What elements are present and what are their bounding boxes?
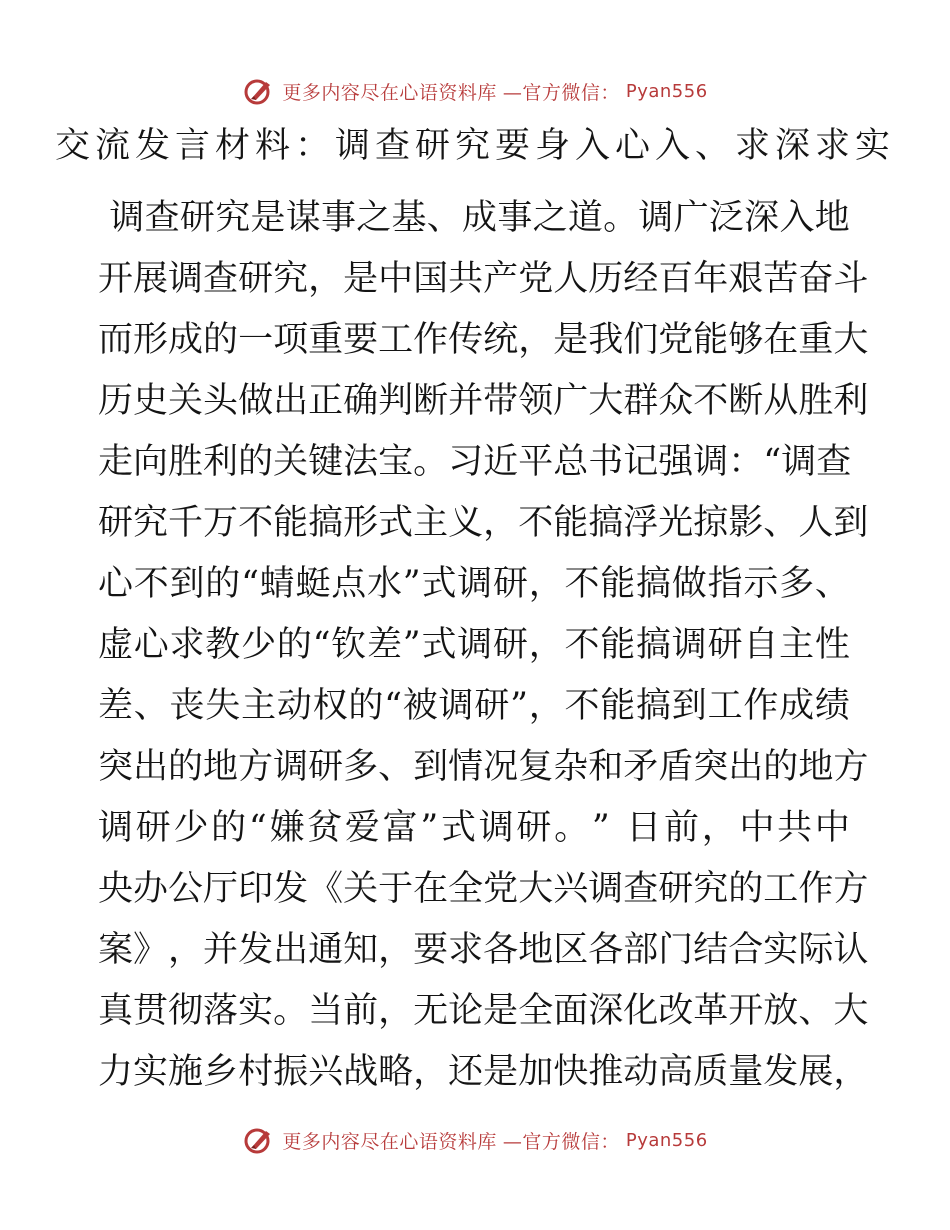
body-line: 差 、 丧 失 主 动 权 的 “ 被 调 研 ” ， 不 能 搞 到 工 作 成 绩 — [98, 686, 850, 726]
body-line: 案 》 ， 并 发 出 通 知 ， 要 求 各 地 区 各 部 门 结 合 实 际 认 — [98, 930, 869, 970]
header-watermark — [0, 76, 950, 106]
watermark-slogan: 更多内容尽在心语资料库 — [282, 1130, 497, 1153]
watermark-separator: —官方微信： — [502, 81, 620, 104]
body-line: 突 出 的 地 方 调 研 多 、 到 情 况 复 杂 和 矛 盾 突 出 的 地 方 — [98, 747, 869, 787]
body-line: 力 实 施 乡 村 振 兴 战 略 ， 还 是 加 快 推 动 高 质 量 发 展 ， — [98, 1052, 869, 1092]
footer-watermark — [0, 1125, 950, 1155]
body-line: 研 究 千 万 不 能 搞 形 式 主 义 ， 不 能 搞 浮 光 掠 影 、 人 到 — [98, 503, 869, 543]
watermark-separator: —官方微信： — [502, 1130, 620, 1153]
body-line: 历 史 关 头 做 出 正 确 判 断 并 带 领 广 大 群 众 不 断 从 胜 利 — [98, 381, 869, 421]
watermark-slogan: 更多内容尽在心语资料库 — [282, 81, 497, 104]
body-line: 调 查 研 究 是 谋 事 之 基 、 成 事 之 道 。 调 广 泛 深 入 地 — [109, 198, 850, 238]
body-line: 虚 心 求 教 少 的 “ 钦 差 ” 式 调 研 ， 不 能 搞 调 研 自 主 性 — [98, 625, 850, 665]
body-line: 开 展 调 查 研 究 ， 是 中 国 共 产 党 人 历 经 百 年 艰 苦 奋 斗 — [98, 259, 869, 299]
pen-nib-logo-icon — [242, 76, 276, 106]
body-line: 调 研 少 的 “ 嫌 贫 爱 富 ” 式 调 研 。 ” 日 前 ， 中 共 中 — [98, 808, 850, 848]
watermark-contact: Pyan556 — [625, 1129, 708, 1151]
body-line: 心 不 到 的 “ 蜻 蜓 点 水 ” 式 调 研 ， 不 能 搞 做 指 示 多 、 — [98, 564, 850, 604]
document-title: 交流发言材料：调查研究要身入心入、求深求实 — [54, 126, 895, 166]
body-line: 走 向 胜 利 的 关 键 法 宝 。 习 近 平 总 书 记 强 调 ： “ 调 查 — [98, 442, 852, 482]
watermark-contact: Pyan556 — [625, 80, 708, 102]
body-line: 央 办 公 厅 印 发 《 关 于 在 全 党 大 兴 调 查 研 究 的 工 作 方 — [98, 869, 869, 909]
body-line: 而 形 成 的 一 项 重 要 工 作 传 统 ， 是 我 们 党 能 够 在 重 大 — [98, 320, 869, 360]
body-line: 真 贯 彻 落 实 。 当 前 ， 无 论 是 全 面 深 化 改 革 开 放 、 大 — [98, 991, 869, 1031]
pen-nib-logo-icon — [242, 1125, 276, 1155]
